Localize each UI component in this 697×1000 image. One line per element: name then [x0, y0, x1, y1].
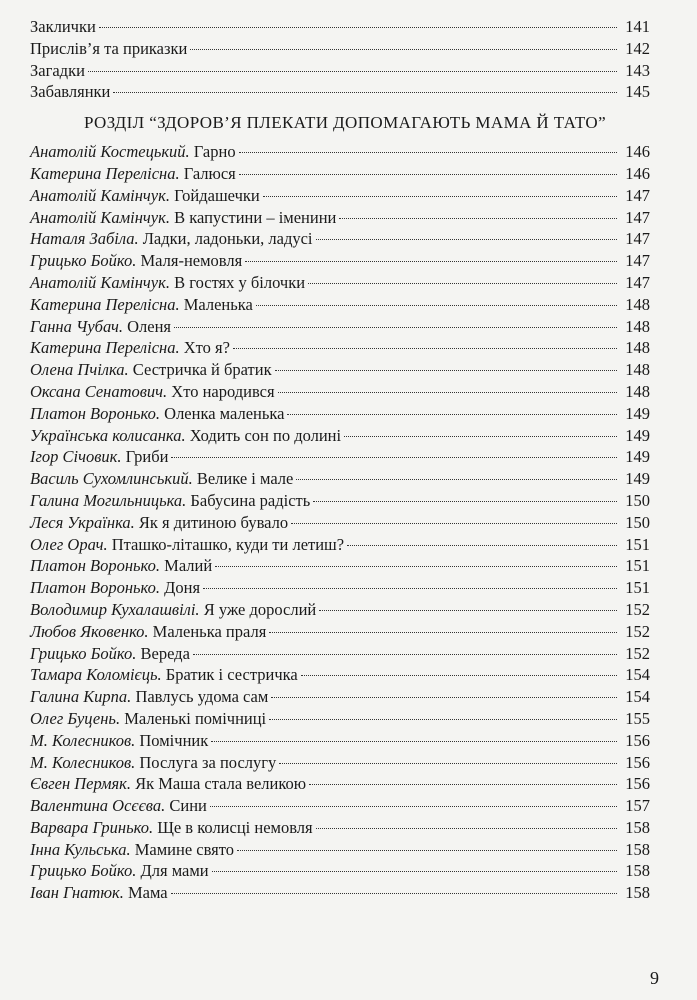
entry-title: Помічник: [139, 730, 209, 750]
entry-author: Грицько Бойко.: [30, 861, 137, 881]
entry-title: Мамине свято: [134, 839, 234, 859]
toc-entry: [30, 490, 650, 512]
toc-entry: [30, 773, 650, 795]
dot-leader: [279, 762, 617, 764]
entry-author: Галина Кирпа.: [30, 687, 132, 707]
entry-title: Павлусь удома сам: [135, 687, 269, 707]
entry-title: Вереда: [140, 643, 190, 663]
toc-entry: [30, 664, 650, 686]
toc-entry: [30, 730, 650, 752]
dot-leader: [211, 740, 617, 742]
entry-title: Як я дитиною бувало: [138, 512, 289, 532]
entry-page-number: 152: [625, 621, 650, 641]
toc-entry: [30, 621, 650, 643]
dot-leader: [291, 522, 617, 524]
entry-title: В капустини – іменини: [174, 207, 337, 227]
toc-entry: [30, 555, 650, 577]
entry-page-number: 151: [625, 556, 650, 576]
toc-entry: [30, 882, 650, 904]
dot-leader: [171, 456, 617, 458]
entry-page-number: 157: [625, 796, 650, 816]
entry-author: Анатолій Костецький.: [30, 142, 190, 162]
entry-title: Оленка маленька: [164, 403, 285, 423]
entry-author: М. Колесников.: [30, 730, 136, 750]
entry-author: Василь Сухомлинський.: [30, 469, 193, 489]
toc-entry: [30, 839, 650, 861]
section-heading: РОЗДІЛ “ЗДОРОВ’Я ПЛЕКАТИ ДОПОМАГАЮТЬ МАМА Й ТАТО”: [83, 113, 607, 133]
toc-entry: [30, 643, 650, 665]
entry-title: Забавлянки: [30, 82, 111, 102]
dot-leader: [319, 609, 617, 611]
dot-leader: [171, 892, 617, 894]
toc-entry: [30, 228, 650, 250]
entry-title: Хто народився: [171, 381, 275, 401]
toc-entry: [30, 207, 650, 229]
dot-leader: [269, 718, 617, 720]
dot-leader: [278, 391, 617, 393]
entry-page-number: 145: [625, 82, 650, 102]
dot-leader: [237, 849, 617, 851]
entry-page-number: 155: [625, 708, 650, 728]
toc-entry: [30, 185, 650, 207]
entry-page-number: 146: [625, 142, 650, 162]
dot-leader: [215, 565, 617, 567]
entry-author: Платон Воронько.: [30, 578, 161, 598]
entry-author: Грицько Бойко.: [30, 251, 137, 271]
entry-title: Ще в колисці немовля: [157, 817, 313, 837]
toc-main-list: [30, 141, 650, 904]
dot-leader: [316, 827, 617, 829]
entry-page-number: 158: [625, 839, 650, 859]
entry-title: Маленькі помічниці: [124, 708, 267, 728]
entry-author: Українська колисанка.: [30, 425, 186, 445]
toc-entry: [30, 534, 650, 556]
entry-page-number: 148: [625, 360, 650, 380]
dot-leader: [263, 195, 617, 197]
entry-page-number: 150: [625, 512, 650, 532]
dot-leader: [193, 653, 617, 655]
dot-leader: [301, 674, 617, 676]
entry-title: Ладки, ладоньки, ладусі: [142, 229, 313, 249]
toc-entry: [30, 468, 650, 490]
entry-page-number: 146: [625, 163, 650, 183]
entry-author: Олена Пчілка.: [30, 360, 129, 380]
toc-entry: [30, 60, 650, 82]
entry-author: Олег Буцень.: [30, 708, 121, 728]
entry-page-number: 147: [625, 251, 650, 271]
entry-page-number: 148: [625, 381, 650, 401]
entry-author: Анатолій Камінчук.: [30, 185, 170, 205]
entry-page-number: 142: [625, 38, 650, 58]
toc-entry: [30, 81, 650, 103]
entry-title: Послуга за послугу: [139, 752, 277, 772]
dot-leader: [212, 870, 617, 872]
entry-title: Пташко-літашко, куди ти летиш?: [111, 534, 345, 554]
toc-entry: [30, 163, 650, 185]
entry-page-number: 149: [625, 403, 650, 423]
toc-entry: [30, 403, 650, 425]
entry-title: Малий: [164, 556, 213, 576]
entry-page-number: 149: [625, 425, 650, 445]
toc-entry: [30, 817, 650, 839]
entry-title: Галюся: [183, 163, 236, 183]
entry-author: Ганна Чубач.: [30, 316, 123, 336]
entry-page-number: 148: [625, 338, 650, 358]
entry-author: Анатолій Камінчук.: [30, 207, 170, 227]
dot-leader: [313, 500, 617, 502]
entry-title: Прислів’я та приказки: [30, 38, 188, 58]
dot-leader: [316, 238, 617, 240]
entry-page-number: 156: [625, 774, 650, 794]
entry-author: Катерина Перелісна.: [30, 294, 180, 314]
entry-title: Сини: [169, 796, 207, 816]
toc-entry: [30, 599, 650, 621]
entry-page-number: 158: [625, 817, 650, 837]
entry-title: Сестричка й братик: [132, 360, 272, 380]
entry-author: Ігор Січовик.: [30, 447, 122, 467]
entry-page-number: 152: [625, 643, 650, 663]
entry-author: Платон Воронько.: [30, 403, 161, 423]
dot-leader: [233, 347, 617, 349]
entry-author: Катерина Перелісна.: [30, 163, 180, 183]
entry-title: Гриби: [125, 447, 169, 467]
entry-author: Платон Воронько.: [30, 556, 161, 576]
entry-title: Бабусина радість: [190, 490, 311, 510]
entry-title: Гойдашечки: [174, 185, 260, 205]
dot-leader: [239, 173, 617, 175]
dot-leader: [210, 805, 617, 807]
entry-author: Інна Кульська.: [30, 839, 131, 859]
dot-leader: [309, 783, 617, 785]
table-of-contents: [30, 16, 650, 904]
entry-page-number: 156: [625, 752, 650, 772]
dot-leader: [344, 435, 617, 437]
toc-entry: [30, 686, 650, 708]
toc-entry: [30, 708, 650, 730]
entry-author: Любов Яковенко.: [30, 621, 149, 641]
entry-page-number: 149: [625, 447, 650, 467]
page-number: 9: [650, 968, 659, 988]
dot-leader: [190, 48, 617, 50]
entry-author: М. Колесников.: [30, 752, 136, 772]
entry-title: Для мами: [140, 861, 209, 881]
toc-entry: [30, 860, 650, 882]
toc-top-list: [30, 16, 650, 103]
dot-leader: [174, 326, 617, 328]
entry-page-number: 147: [625, 272, 650, 292]
entry-title: Як Маша стала великою: [135, 774, 307, 794]
entry-author: Тамара Коломієць.: [30, 665, 162, 685]
entry-author: Леся Українка.: [30, 512, 135, 532]
entry-title: Маленька праля: [152, 621, 267, 641]
entry-author: Анатолій Камінчук.: [30, 272, 170, 292]
entry-title: Велике і мале: [196, 469, 294, 489]
entry-title: Маленька: [183, 294, 253, 314]
dot-leader: [88, 70, 617, 72]
dot-leader: [339, 217, 617, 219]
entry-page-number: 147: [625, 207, 650, 227]
entry-title: Заклички: [30, 17, 96, 36]
entry-author: Олег Орач.: [30, 534, 108, 554]
entry-title: Хто я?: [183, 338, 230, 358]
toc-entry: [30, 381, 650, 403]
entry-author: Грицько Бойко.: [30, 643, 137, 663]
dot-leader: [203, 587, 617, 589]
entry-title: Ходить сон по долині: [189, 425, 342, 445]
entry-page-number: 148: [625, 294, 650, 314]
dot-leader: [269, 631, 617, 633]
toc-entry: [30, 337, 650, 359]
dot-leader: [256, 304, 617, 306]
toc-entry: [30, 16, 650, 38]
entry-title: Мама: [127, 883, 168, 903]
toc-entry: [30, 316, 650, 338]
entry-author: Галина Могильницька.: [30, 490, 187, 510]
dot-leader: [113, 91, 617, 93]
entry-author: Наталя Забіла.: [30, 229, 139, 249]
entry-title: Я уже дорослий: [203, 599, 317, 619]
toc-entry: [30, 425, 650, 447]
dot-leader: [287, 413, 617, 415]
entry-page-number: 154: [625, 687, 650, 707]
entry-title: Загадки: [30, 60, 85, 80]
entry-page-number: 150: [625, 490, 650, 510]
entry-page-number: 156: [625, 730, 650, 750]
toc-entry: [30, 38, 650, 60]
toc-entry: [30, 272, 650, 294]
entry-page-number: 158: [625, 883, 650, 903]
entry-title: В гостях у білочки: [174, 272, 306, 292]
dot-leader: [99, 26, 617, 28]
entry-page-number: 143: [625, 60, 650, 80]
dot-leader: [275, 369, 617, 371]
dot-leader: [308, 282, 617, 284]
entry-page-number: 147: [625, 185, 650, 205]
toc-entry: [30, 294, 650, 316]
toc-entry: [30, 250, 650, 272]
toc-entry: [30, 577, 650, 599]
entry-title: Оленя: [127, 316, 172, 336]
entry-author: Валентина Осєєва.: [30, 796, 166, 816]
toc-entry: [30, 795, 650, 817]
dot-leader: [245, 260, 617, 262]
toc-entry: [30, 141, 650, 163]
entry-title: Маля-немовля: [140, 251, 243, 271]
entry-title: Гарно: [193, 142, 236, 162]
entry-page-number: 151: [625, 578, 650, 598]
dot-leader: [271, 696, 617, 698]
entry-page-number: 149: [625, 469, 650, 489]
entry-page-number: 147: [625, 229, 650, 249]
entry-author: Оксана Сенатович.: [30, 381, 168, 401]
entry-title: Доня: [164, 578, 201, 598]
toc-entry: [30, 512, 650, 534]
entry-author: Катерина Перелісна.: [30, 338, 180, 358]
entry-page-number: 154: [625, 665, 650, 685]
dot-leader: [347, 544, 617, 546]
entry-author: Євген Пермяк.: [30, 774, 131, 794]
entry-page-number: 151: [625, 534, 650, 554]
toc-entry: [30, 446, 650, 468]
entry-page-number: 152: [625, 599, 650, 619]
dot-leader: [296, 478, 617, 480]
entry-author: Варвара Гринько.: [30, 817, 154, 837]
entry-title: Братик і сестричка: [165, 665, 298, 685]
entry-page-number: 158: [625, 861, 650, 881]
toc-entry: [30, 359, 650, 381]
entry-author: Іван Гнатюк.: [30, 883, 124, 903]
dot-leader: [239, 151, 617, 153]
entry-author: Володимир Кухалашвілі.: [30, 599, 200, 619]
toc-entry: [30, 752, 650, 774]
entry-page-number: 141: [625, 17, 650, 36]
entry-page-number: 148: [625, 316, 650, 336]
